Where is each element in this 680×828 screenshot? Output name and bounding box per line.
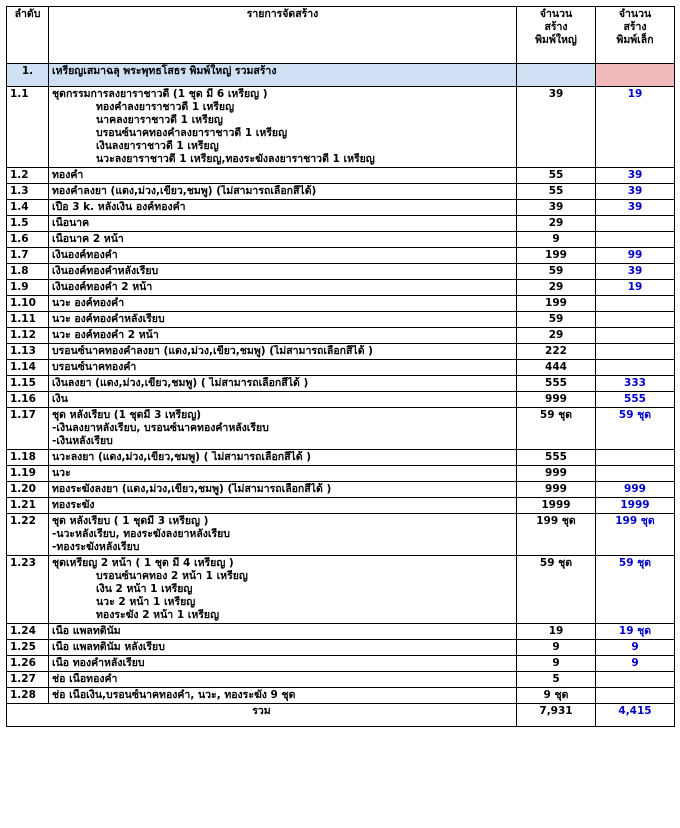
- table-row: [7, 624, 675, 640]
- row-description: [49, 280, 517, 296]
- row-description: [49, 656, 517, 672]
- section-title-no: 1.: [7, 64, 49, 87]
- row-small-count: 39: [596, 168, 675, 184]
- row-small-count: 555: [596, 392, 675, 408]
- table-row: [7, 482, 675, 498]
- row-description-line: เงินองค์ทองคำหลังเรียบ: [52, 265, 159, 277]
- row-description-line: -เงินลงยาหลังเรียบ, บรอนซ์นาคทองคำหลังเรียบ: [52, 422, 269, 434]
- row-big-count: 999: [517, 392, 596, 408]
- row-small-count: 59 ชุด: [596, 408, 675, 450]
- row-description-line: นวะ องค์ทองคำหลังเรียบ: [52, 313, 165, 325]
- row-number: 1.1: [7, 87, 49, 168]
- row-big-count: 39: [517, 200, 596, 216]
- row-number: 1.23: [7, 556, 49, 624]
- row-big-count: 39: [517, 87, 596, 168]
- row-big-count: 5: [517, 672, 596, 688]
- row-description-line: นวะ 2 หน้า 1 เหรียญ: [96, 596, 196, 608]
- row-big-count: 9: [517, 232, 596, 248]
- row-small-count: 9: [596, 656, 675, 672]
- row-big-count: 199 ชุด: [517, 514, 596, 556]
- table-row: [7, 296, 675, 312]
- table-row: [7, 264, 675, 280]
- row-big-count: 55: [517, 168, 596, 184]
- row-number: 1.26: [7, 656, 49, 672]
- row-big-count: 59: [517, 264, 596, 280]
- header-small-count: [596, 7, 675, 64]
- table-row: [7, 376, 675, 392]
- row-description-line: บรอนซ์นาคทองคำลงยาราชาวดี 1 เหรียญ: [96, 127, 288, 139]
- row-small-count: 999: [596, 482, 675, 498]
- row-description-line: เนื้อ ทองคำหลังเรียบ: [52, 657, 145, 669]
- row-number: 1.17: [7, 408, 49, 450]
- table-body: [7, 64, 675, 704]
- row-small-count: 1999: [596, 498, 675, 514]
- row-number: 1.19: [7, 466, 49, 482]
- row-big-count: 55: [517, 184, 596, 200]
- row-description: [49, 184, 517, 200]
- row-description: [49, 264, 517, 280]
- header-row: [7, 7, 675, 64]
- row-description-line: -ทองระฆังหลังเรียบ: [52, 541, 140, 553]
- table-row: [7, 408, 675, 450]
- row-number: 1.5: [7, 216, 49, 232]
- row-big-count: 19: [517, 624, 596, 640]
- header-big-line1: จำนวน: [539, 8, 573, 20]
- row-description: [49, 360, 517, 376]
- row-description-line: บรอนซ์นาคทอง 2 หน้า 1 เหรียญ: [96, 570, 248, 582]
- row-number: 1.27: [7, 672, 49, 688]
- row-big-count: 222: [517, 344, 596, 360]
- total-label: รวม: [7, 704, 517, 727]
- row-number: 1.13: [7, 344, 49, 360]
- row-number: 1.3: [7, 184, 49, 200]
- row-description: [49, 408, 517, 450]
- header-description: รายการจัดสร้าง: [49, 7, 517, 64]
- row-description-line: -เงินหลังเรียบ: [52, 435, 113, 447]
- row-big-count: 199: [517, 296, 596, 312]
- row-number: 1.16: [7, 392, 49, 408]
- row-description-line: เนื้อนาค 2 หน้า: [52, 233, 124, 245]
- row-small-count: [596, 328, 675, 344]
- table-header: [7, 7, 675, 64]
- row-small-count: 39: [596, 264, 675, 280]
- table-row: [7, 248, 675, 264]
- row-description-line: ทองระฆัง 2 หน้า 1 เหรียญ: [96, 609, 220, 621]
- row-small-count: 9: [596, 640, 675, 656]
- table-row: [7, 184, 675, 200]
- row-big-count: 29: [517, 216, 596, 232]
- row-number: 1.15: [7, 376, 49, 392]
- table-row: [7, 87, 675, 168]
- row-number: 1.11: [7, 312, 49, 328]
- row-number: 1.7: [7, 248, 49, 264]
- table-row: [7, 450, 675, 466]
- table-row: [7, 498, 675, 514]
- row-description-line: เงิน: [52, 393, 68, 405]
- row-description-line: ชุดเหรียญ 2 หน้า ( 1 ชุด มี 4 เหรียญ ): [52, 557, 234, 569]
- table-row: [7, 688, 675, 704]
- row-description-line: เนื้อนาค: [52, 217, 90, 229]
- row-description: [49, 232, 517, 248]
- row-small-count: [596, 672, 675, 688]
- row-description: [49, 498, 517, 514]
- row-big-count: 9: [517, 640, 596, 656]
- row-description-line: ทองคำลงยาราชาวดี 1 เหรียญ: [96, 101, 235, 113]
- table-row: [7, 360, 675, 376]
- row-number: 1.14: [7, 360, 49, 376]
- row-description-line: ทองคำ: [52, 169, 84, 181]
- row-big-count: 1999: [517, 498, 596, 514]
- row-number: 1.9: [7, 280, 49, 296]
- row-small-count: 333: [596, 376, 675, 392]
- row-small-count: [596, 360, 675, 376]
- row-description: [49, 672, 517, 688]
- header-big-line3: พิมพ์ใหญ่: [535, 34, 577, 46]
- row-small-count: [596, 344, 675, 360]
- row-description-line: นวะ องค์ทองคำ: [52, 297, 125, 309]
- row-description: [49, 168, 517, 184]
- row-big-count: 29: [517, 328, 596, 344]
- header-big-line2: สร้าง: [544, 21, 568, 33]
- row-description: [49, 450, 517, 466]
- row-description-line: เนื้อ แพลทตินั่ม หลังเรียบ: [52, 641, 165, 653]
- table-row: [7, 168, 675, 184]
- row-description-line: ชุด หลังเรียบ ( 1 ชุดมี 3 เหรียญ ): [52, 515, 209, 527]
- row-big-count: 444: [517, 360, 596, 376]
- row-description-line: -นวะหลังเรียบ, ทองระฆังลงยาหลังเรียบ: [52, 528, 230, 540]
- table-footer: [7, 704, 675, 727]
- row-big-count: 999: [517, 466, 596, 482]
- row-description: [49, 344, 517, 360]
- header-no: ลำดับ: [7, 7, 49, 64]
- row-description-line: นวะ: [52, 467, 71, 479]
- row-description: [49, 556, 517, 624]
- production-table: [6, 6, 675, 727]
- table-row: [7, 216, 675, 232]
- section-title-small: [596, 64, 675, 87]
- row-description-line: เปื้อ 3 k. หลังเงิน องค์ทองคำ: [52, 201, 186, 213]
- table-row: [7, 640, 675, 656]
- row-big-count: 59: [517, 312, 596, 328]
- row-big-count: 999: [517, 482, 596, 498]
- table-row: [7, 312, 675, 328]
- row-small-count: [596, 450, 675, 466]
- section-title-big: [517, 64, 596, 87]
- row-description-line: เงินองค์ทองคำ 2 หน้า: [52, 281, 153, 293]
- row-description: [49, 688, 517, 704]
- row-big-count: 9: [517, 656, 596, 672]
- total-small: 4,415: [596, 704, 675, 727]
- row-description-line: ทองระฆัง: [52, 499, 95, 511]
- row-small-count: [596, 296, 675, 312]
- row-description: [49, 216, 517, 232]
- row-description: [49, 376, 517, 392]
- row-small-count: 59 ชุด: [596, 556, 675, 624]
- table-row: [7, 672, 675, 688]
- table-row: [7, 200, 675, 216]
- row-big-count: 199: [517, 248, 596, 264]
- header-big-count: [517, 7, 596, 64]
- header-small-line2: สร้าง: [623, 21, 647, 33]
- row-number: 1.6: [7, 232, 49, 248]
- row-big-count: 59 ชุด: [517, 408, 596, 450]
- row-small-count: 199 ชุด: [596, 514, 675, 556]
- row-description-line: นวะ องค์ทองคำ 2 หน้า: [52, 329, 159, 341]
- row-big-count: 555: [517, 376, 596, 392]
- row-small-count: [596, 216, 675, 232]
- row-description-line: นวะลงยา (แดง,ม่วง,เขียว,ชมพู) ( ไม่สามารถเลือกสีได้ ): [52, 451, 312, 463]
- row-description: [49, 482, 517, 498]
- row-big-count: 29: [517, 280, 596, 296]
- row-description: [49, 392, 517, 408]
- table-row: [7, 656, 675, 672]
- row-number: 1.28: [7, 688, 49, 704]
- section-title-text: เหรียญเสมาฉลุ พระพุทธโสธร พิมพ์ใหญ่ รวมสร้าง: [49, 64, 517, 87]
- row-small-count: 19: [596, 87, 675, 168]
- table-row: [7, 328, 675, 344]
- row-description-line: เงินองค์ทองคำ: [52, 249, 118, 261]
- row-big-count: 9 ชุด: [517, 688, 596, 704]
- total-big: 7,931: [517, 704, 596, 727]
- row-big-count: 59 ชุด: [517, 556, 596, 624]
- row-number: 1.18: [7, 450, 49, 466]
- row-description-line: เงิน 2 หน้า 1 เหรียญ: [96, 583, 193, 595]
- row-number: 1.8: [7, 264, 49, 280]
- row-number: 1.25: [7, 640, 49, 656]
- row-description-line: ช่อ เนื้อเงิน,บรอนซ์นาคทองคำ, นวะ, ทองระฆัง 9 ชุด: [52, 689, 296, 701]
- row-small-count: [596, 312, 675, 328]
- row-description-line: เนื้อ แพลทตินั่ม: [52, 625, 121, 637]
- row-small-count: [596, 232, 675, 248]
- row-number: 1.4: [7, 200, 49, 216]
- row-number: 1.2: [7, 168, 49, 184]
- row-description: [49, 624, 517, 640]
- table-row: [7, 514, 675, 556]
- row-description: [49, 248, 517, 264]
- row-description: [49, 296, 517, 312]
- section-title-row: [7, 64, 675, 87]
- row-description-line: ชุด หลังเรียบ (1 ชุดมี 3 เหรียญ): [52, 409, 202, 421]
- table-row: [7, 280, 675, 296]
- table-row: [7, 556, 675, 624]
- row-small-count: 19: [596, 280, 675, 296]
- row-number: 1.20: [7, 482, 49, 498]
- row-small-count: 99: [596, 248, 675, 264]
- row-description-line: นวะลงยาราชาวดี 1 เหรียญ,ทองระฆังลงยาราชาวดี 1 เหรียญ: [96, 153, 375, 165]
- row-small-count: 39: [596, 184, 675, 200]
- row-number: 1.24: [7, 624, 49, 640]
- row-description-line: ชุดกรรมการลงยาราชาวดี (1 ชุด มี 6 เหรียญ ): [52, 88, 268, 100]
- row-description-line: ช่อ เนื้อทองคำ: [52, 673, 118, 685]
- row-description: [49, 328, 517, 344]
- row-description: [49, 466, 517, 482]
- row-description: [49, 514, 517, 556]
- row-description-line: เงินลงยาราชาวดี 1 เหรียญ: [96, 140, 219, 152]
- row-number: 1.12: [7, 328, 49, 344]
- row-description-line: บรอนซ์นาคทองคำลงยา (แดง,ม่วง,เขียว,ชมพู) (ไม่สามารถเลือกสีได้ ): [52, 345, 373, 357]
- row-small-count: [596, 688, 675, 704]
- row-description-line: ทองคำลงยา (แดง,ม่วง,เขียว,ชมพู) (ไม่สามารถเลือกสีได้): [52, 185, 317, 197]
- table-row: [7, 392, 675, 408]
- table-row: [7, 232, 675, 248]
- row-description: [49, 312, 517, 328]
- row-small-count: 19 ชุด: [596, 624, 675, 640]
- table-row: [7, 344, 675, 360]
- row-number: 1.10: [7, 296, 49, 312]
- total-row: [7, 704, 675, 727]
- row-small-count: [596, 466, 675, 482]
- row-big-count: 555: [517, 450, 596, 466]
- header-small-line1: จำนวน: [618, 8, 652, 20]
- row-small-count: 39: [596, 200, 675, 216]
- row-description: [49, 200, 517, 216]
- row-number: 1.21: [7, 498, 49, 514]
- row-description-line: นาคลงยาราชาวดี 1 เหรียญ: [96, 114, 223, 126]
- header-small-line3: พิมพ์เล็ก: [616, 34, 654, 46]
- row-description-line: ทองระฆังลงยา (แดง,ม่วง,เขียว,ชมพู) (ไม่สามารถเลือกสีได้ ): [52, 483, 332, 495]
- row-description-line: บรอนซ์นาคทองคำ: [52, 361, 137, 373]
- table-row: [7, 466, 675, 482]
- row-number: 1.22: [7, 514, 49, 556]
- row-description: [49, 87, 517, 168]
- row-description: [49, 640, 517, 656]
- row-description-line: เงินลงยา (แดง,ม่วง,เขียว,ชมพู) ( ไม่สามารถเลือกสีได้ ): [52, 377, 309, 389]
